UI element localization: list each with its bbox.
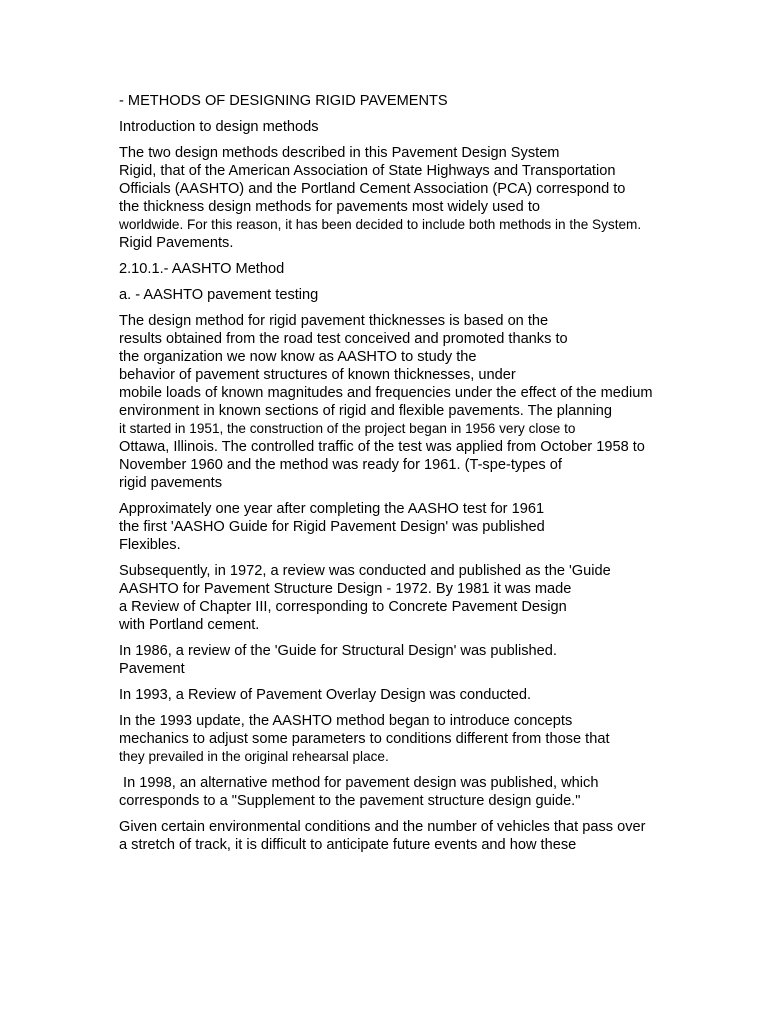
paragraph-1993-update xyxy=(119,712,759,766)
document-heading xyxy=(119,92,759,110)
text-line: In 1993, a Review of Pavement Overlay Design was conducted. xyxy=(119,687,532,703)
text-line: it started in 1951, the construction of the project began in 1956 very close to xyxy=(119,421,576,436)
paragraph-1972-review xyxy=(119,562,759,634)
text-line: rigid pavements xyxy=(119,475,223,491)
text-line: mechanics to adjust some parameters to conditions different from those that xyxy=(119,731,610,747)
text-line: Flexibles. xyxy=(119,537,181,553)
text-line: worldwide. For this reason, it has been decided to include both methods in the System. xyxy=(119,217,642,232)
text-line: Ottawa, Illinois. The controlled traffic of the test was applied from October 1958 to xyxy=(119,439,645,455)
text-line: behavior of pavement structures of known thicknesses, under xyxy=(119,367,516,383)
text-line: environment in known sections of rigid and flexible pavements. The planning xyxy=(119,403,612,419)
text-line: with Portland cement. xyxy=(119,617,260,633)
text-line: a Review of Chapter III, corresponding to Concrete Pavement Design xyxy=(119,599,567,615)
paragraph-environmental-conditions xyxy=(119,818,759,854)
text-line: In the 1993 update, the AASHTO method began to introduce concepts xyxy=(119,713,573,729)
text-line: Subsequently, in 1972, a review was conducted and published as the 'Guide xyxy=(119,563,611,579)
text-line: The two design methods described in this Pavement Design System xyxy=(119,145,560,161)
text-line: The design method for rigid pavement thicknesses is based on the xyxy=(119,313,549,329)
text-line: AASHTO for Pavement Structure Design - 1972. By 1981 it was made xyxy=(119,581,572,597)
paragraph-aasho-guide xyxy=(119,500,759,554)
text-line: Pavement xyxy=(119,661,185,677)
text-line: results obtained from the road test conceived and promoted thanks to xyxy=(119,331,568,347)
text-line: In 1986, a review of the 'Guide for Structural Design' was published. xyxy=(119,643,557,659)
text-line: the thickness design methods for pavements most widely used to xyxy=(119,199,541,215)
text-line: corresponds to a "Supplement to the pavement structure design guide." xyxy=(119,793,581,809)
paragraph-intro xyxy=(119,144,759,252)
text-line: a stretch of track, it is difficult to anticipate future events and how these xyxy=(119,837,577,853)
subsection-title-aashto-testing xyxy=(119,286,759,304)
text-line: the first 'AASHO Guide for Rigid Pavement Design' was published xyxy=(119,519,545,535)
paragraph-1986-review xyxy=(119,642,759,678)
text-line: - METHODS OF DESIGNING RIGID PAVEMENTS xyxy=(119,93,448,109)
text-line: mobile loads of known magnitudes and frequencies under the effect of the medium xyxy=(119,385,653,401)
text-line: a. - AASHTO pavement testing xyxy=(119,287,319,303)
text-line: Officials (AASHTO) and the Portland Cement Association (PCA) correspond to xyxy=(119,181,626,197)
text-line: 2.10.1.- AASHTO Method xyxy=(119,261,285,277)
text-line: Rigid Pavements. xyxy=(119,235,234,251)
document-page xyxy=(119,92,759,862)
paragraph-1998-supplement xyxy=(119,774,759,810)
section-title-introduction xyxy=(119,118,759,136)
paragraph-1993-review xyxy=(119,686,759,704)
section-title-aashto-method xyxy=(119,260,759,278)
text-line: they prevailed in the original rehearsal place. xyxy=(119,749,389,764)
text-line: In 1998, an alternative method for pavement design was published, which xyxy=(119,775,599,791)
text-line: Approximately one year after completing the AASHO test for 1961 xyxy=(119,501,545,517)
text-line: Rigid, that of the American Association of State Highways and Transportation xyxy=(119,163,616,179)
paragraph-design-method xyxy=(119,312,759,492)
text-line: Given certain environmental conditions and the number of vehicles that pass over xyxy=(119,819,646,835)
text-line: Introduction to design methods xyxy=(119,119,319,135)
text-line: the organization we now know as AASHTO to study the xyxy=(119,349,477,365)
text-line: November 1960 and the method was ready for 1961. (T-spe-types of xyxy=(119,457,562,473)
